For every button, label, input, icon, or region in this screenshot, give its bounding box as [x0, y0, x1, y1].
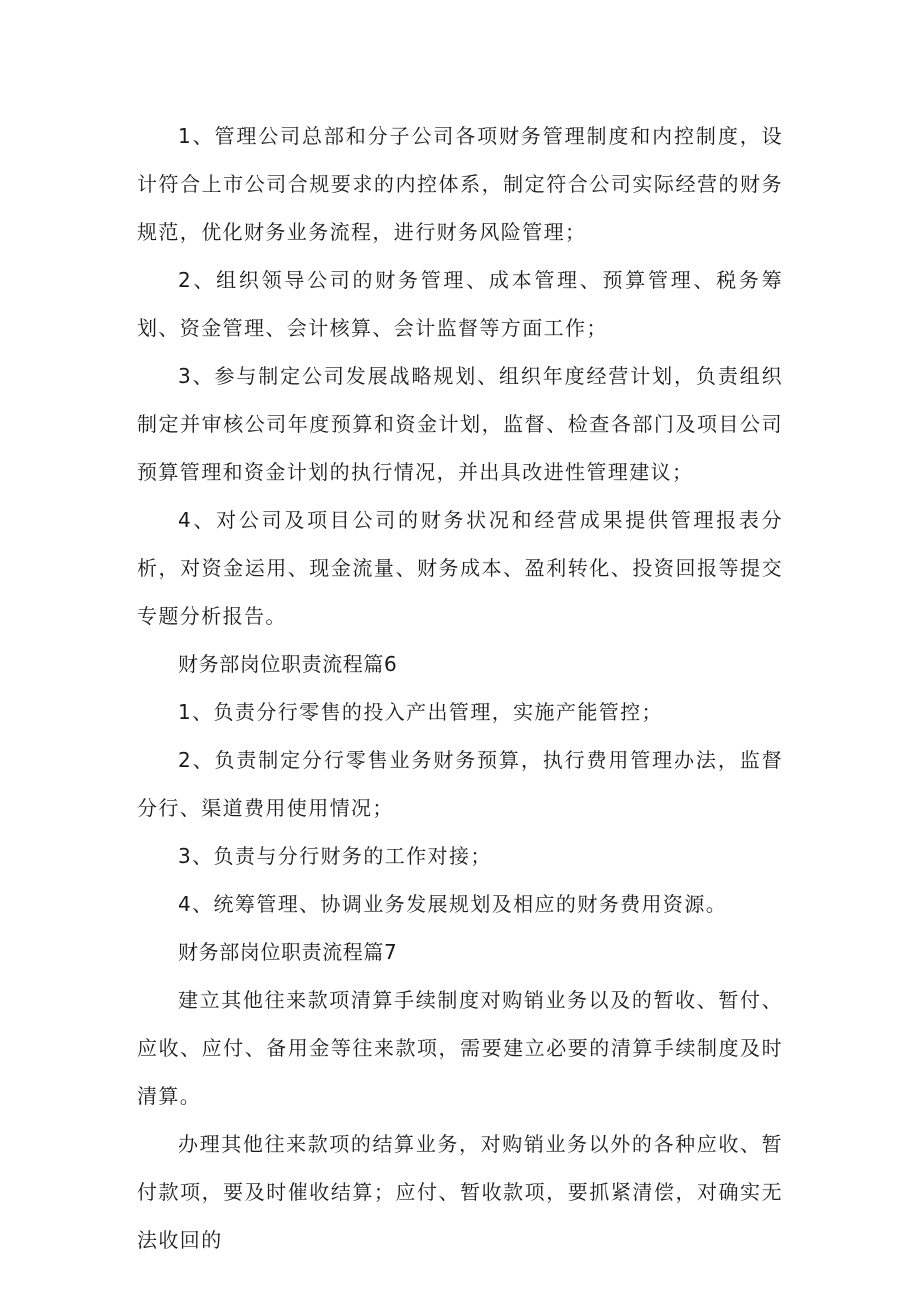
paragraph-section6-item-3: 3、负责与分行财务的工作对接；: [178, 844, 492, 868]
paragraph-duty-3: 3、参与制定公司发展战略规划、组织年度经营计划，负责组织制定并审核公司年度预算和资金计划，监督、检查各部门及项目公司预算管理和资金计划的执行情况，并出具改进性管理建议；: [137, 364, 783, 484]
paragraph-duty-4: 4、对公司及项目公司的财务状况和经营成果提供管理报表分析，对资金运用、现金流量、财务成本、盈利转化、投资回报等提交专题分析报告。: [137, 508, 783, 628]
document-body: [137, 112, 783, 1264]
paragraph-duty-2: 2、组织领导公司的财务管理、成本管理、预算管理、税务筹划、资金管理、会计核算、会计监督等方面工作；: [137, 268, 783, 340]
paragraph-section6-item-1: 1、负责分行零售的投入产出管理，实施产能管控；: [178, 700, 663, 724]
section-heading-6: 财务部岗位职责流程篇6: [178, 652, 398, 676]
paragraph-section6-item-2: 2、负责制定分行零售业务财务预算，执行费用管理办法，监督分行、渠道费用使用情况；: [137, 748, 783, 820]
paragraph-section7-1: 建立其他往来款项清算手续制度对购销业务以及的暂收、暂付、应收、应付、备用金等往来款项，需要建立必要的清算手续制度及时清算。: [137, 988, 783, 1108]
paragraph-section7-2: 办理其他往来款项的结算业务，对购销业务以外的各种应收、暂付款项，要及时催收结算；应付、暂收款项，要抓紧清偿，对确实无法收回的: [137, 1132, 783, 1252]
paragraph-duty-1: 1、管理公司总部和分子公司各项财务管理制度和内控制度，设计符合上市公司合规要求的内控体系，制定符合公司实际经营的财务规范，优化财务业务流程，进行财务风险管理；: [137, 124, 783, 244]
section-heading-7: 财务部岗位职责流程篇7: [178, 940, 398, 964]
paragraph-section6-item-4: 4、统筹管理、协调业务发展规划及相应的财务费用资源。: [178, 892, 728, 916]
